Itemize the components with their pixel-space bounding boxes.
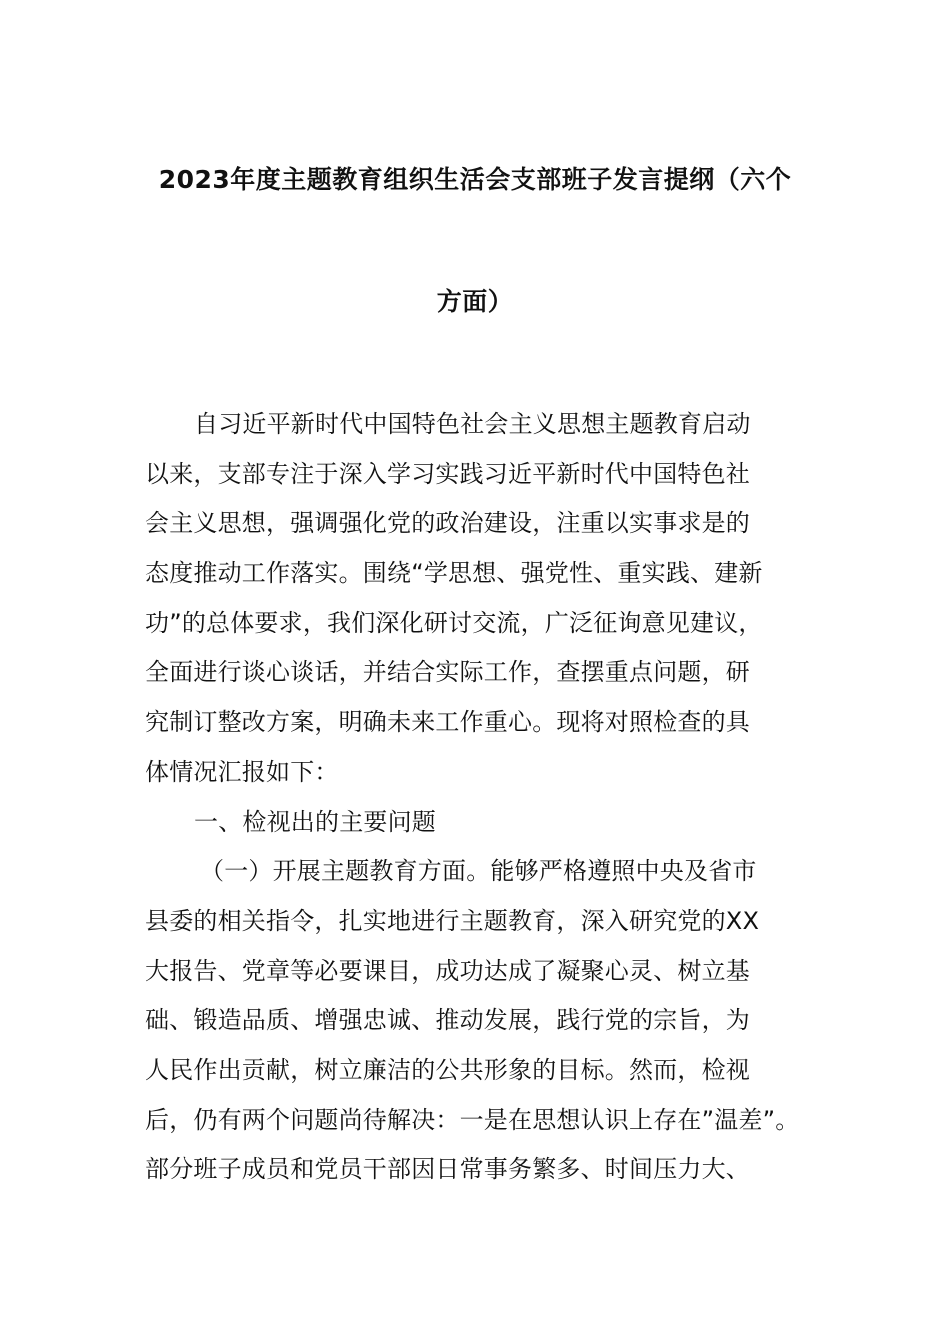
paragraph-line: 态度推动工作落实。围绕“学思想、强党性、重实践、建新	[145, 559, 763, 588]
document-body	[145, 400, 825, 1195]
paragraph-line: （一）开展主题教育方面。能够严格遵照中央及省市	[200, 857, 757, 886]
section-heading: 一、检视出的主要问题	[194, 807, 436, 836]
paragraph-line: 会主义思想，强调强化党的政治建设，注重以实事求是的	[145, 509, 750, 538]
paragraph-line: 大报告、党章等必要课目，成功达成了凝聚心灵、树立基	[145, 956, 750, 985]
paragraph-line: 自习近平新时代中国特色社会主义思想主题教育启动	[194, 410, 751, 438]
paragraph-line: 全面进行谈心谈话，并结合实际工作，查摆重点问题，研	[145, 658, 750, 687]
paragraph-line: 体情况汇报如下：	[145, 757, 339, 786]
document-title-line-1: 2023年度主题教育组织生活会支部班子发言提纲（六个	[158, 165, 792, 194]
paragraph-line: 人民作出贡献，树立廉洁的公共形象的目标。然而，检视	[145, 1055, 750, 1084]
paragraph-line: 础、锻造品质、增强忠诚、推动发展，践行党的宗旨，为	[145, 1006, 750, 1035]
paragraph-line: 县委的相关指令，扎实地进行主题教育，深入研究党的XX	[145, 906, 760, 935]
paragraph-line: 后，仍有两个问题尚待解决：一是在思想认识上存在”温差”。	[145, 1105, 800, 1134]
document-title-line-2: 方面）	[436, 287, 514, 316]
paragraph-line: 功”的总体要求，我们深化研讨交流，广泛征询意见建议，	[145, 608, 763, 637]
paragraph-line: 究制订整改方案，明确未来工作重心。现将对照检查的具	[145, 708, 750, 737]
paragraph-line: 以来，支部专注于深入学习实践习近平新时代中国特色社	[145, 459, 750, 488]
paragraph-line: 部分班子成员和党员干部因日常事务繁多、时间压力大、	[145, 1155, 750, 1184]
